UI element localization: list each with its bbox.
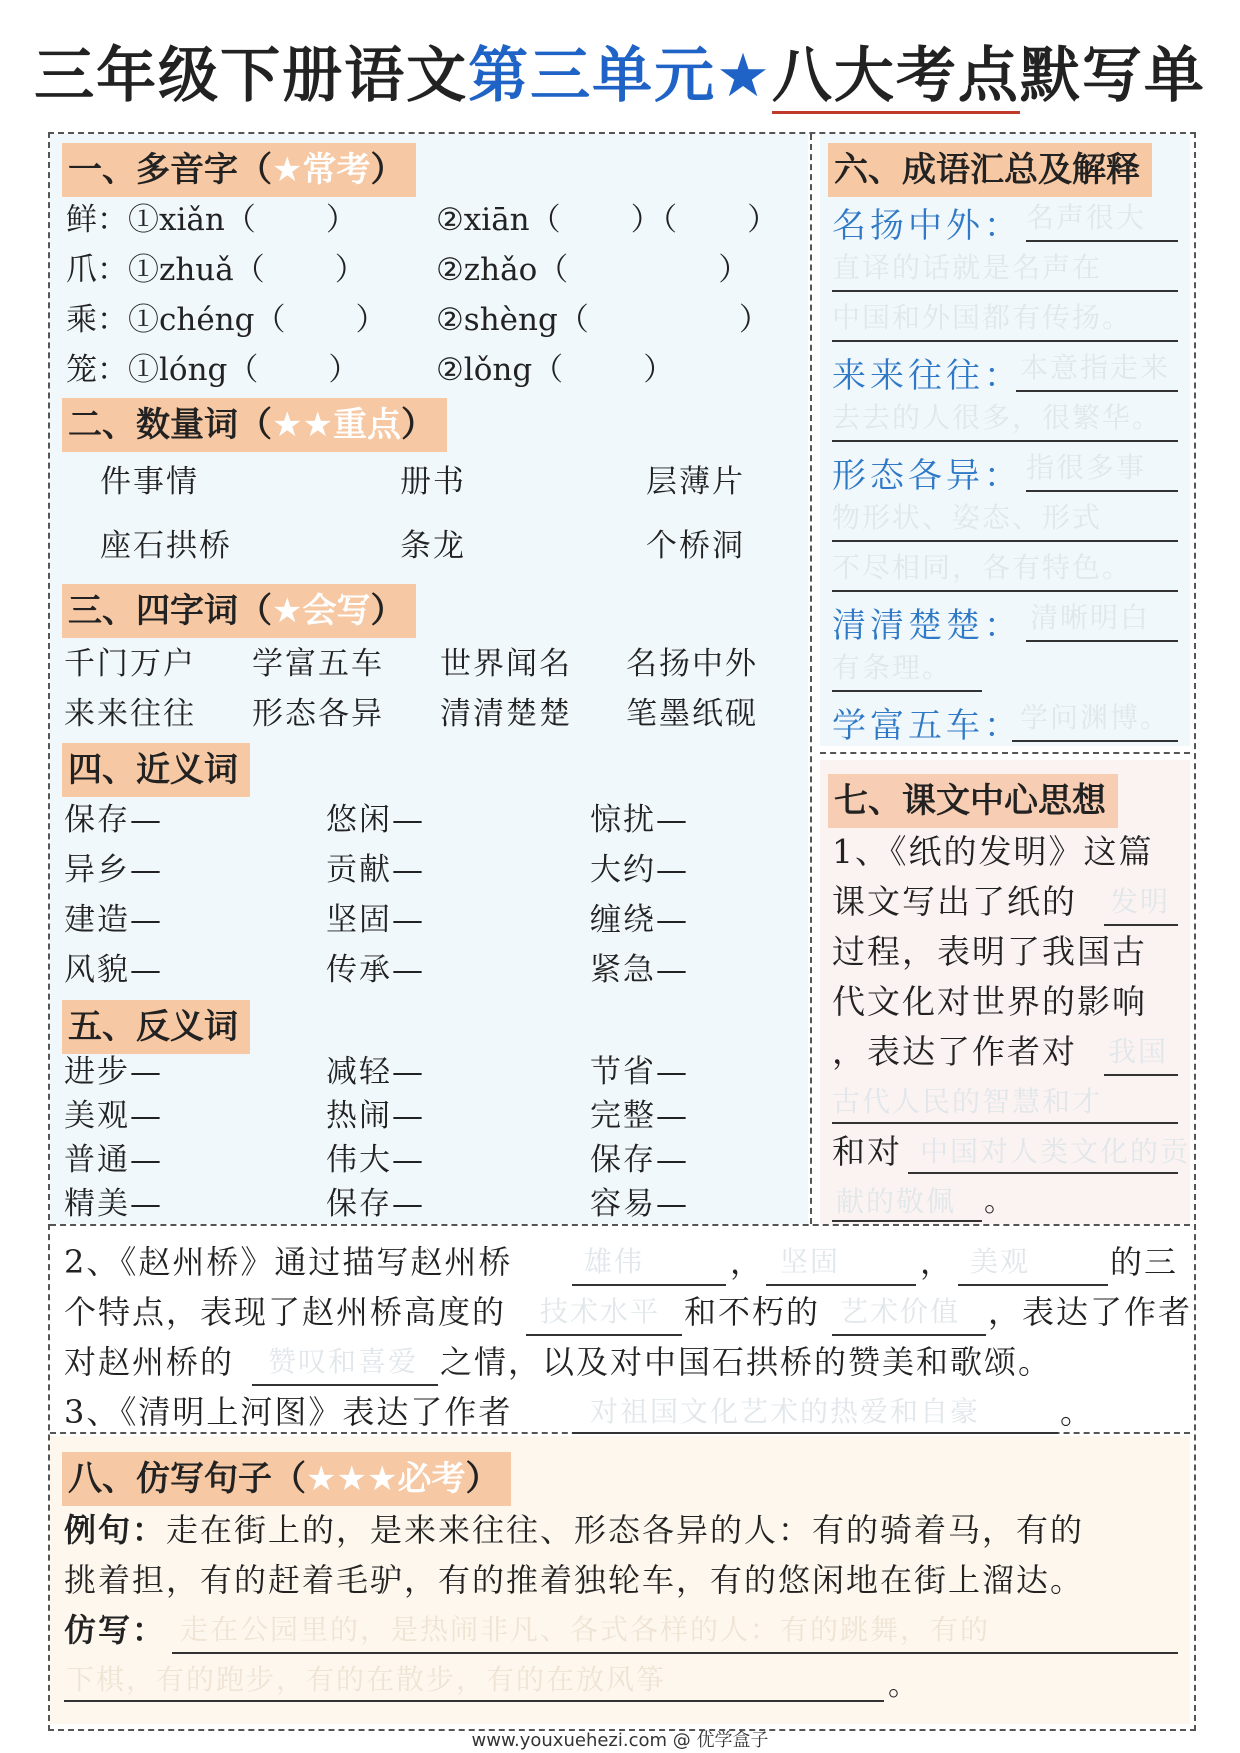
idiom-term: 清清楚楚： [832,606,1022,646]
synonym-item: 传承— [326,952,425,988]
idiom-term: 名扬中外： [832,206,1022,246]
zhaozhou-answer: 赞叹和喜爱 [268,1345,419,1378]
answer-line [1026,240,1178,242]
zhaozhou-line1-a: 2、《赵州桥》通过描写赵州桥 [64,1243,513,1281]
title-part1: 三年级下册语文 [34,41,469,111]
title-part2: 第三单元★ [468,41,772,111]
example-text1: 走在街上的，是来来往往、形态各异的人：有的骑着马，有的 [166,1511,1085,1549]
four-char-word: 笔墨纸砚 [626,696,758,732]
theme-answer: 献的敬佩 [836,1185,957,1218]
idiom-answer: 名声很大 [1026,201,1147,234]
qingming-answer: 对祖国文化艺术的热爱和自豪 [590,1395,981,1428]
middle-divider [50,1224,1190,1226]
answer-line [572,1284,726,1286]
antonym-item: 精美— [64,1186,163,1222]
sec7-heading: 七、课文中心思想 [828,774,1118,828]
answer-line [572,1432,1058,1434]
write-label: 仿写： [64,1611,167,1649]
idiom-answer: 本意指走来 [1020,351,1171,384]
answer-line [908,1172,1178,1174]
synonym-item: 坚固— [326,902,425,938]
antonym-item: 普通— [64,1142,163,1178]
answer-line [1026,640,1178,642]
idiom-answer: 指很多事 [1026,451,1147,484]
synonym-item: 风貌— [64,952,163,988]
zhaozhou-line3-b: 之情，以及对中国石拱桥的赞美和歌颂。 [440,1343,1053,1381]
title-part3: 八大考点 [772,41,1020,114]
four-char-word: 来来往往 [64,696,196,732]
zhaozhou-line1-b: ， [730,1243,765,1281]
idiom-answer: 去去的人很多，很繁华。 [832,401,1163,434]
answer-line [1104,1074,1178,1076]
zhaozhou-line2-a: 个特点，表现了赵州桥高度的 [64,1293,507,1331]
idiom-term: 来来往往： [832,356,1022,396]
idiom-answer: 中国和外国都有传扬。 [832,301,1133,334]
theme-answer: 中国对人类文化的贡 [920,1135,1191,1168]
footer-credit: www.youxuehezi.com @ 优学盒子 [471,1730,769,1751]
antonym-item: 进步— [64,1054,163,1090]
column-divider [810,134,812,1224]
theme-answer: 古代人民的智慧和才 [832,1085,1103,1118]
theme-line: 1、《纸的发明》这篇 [832,832,1154,871]
theme-line: 课文写出了纸的 [832,882,1077,921]
zhaozhou-line2-c: ，表达了作者 [988,1293,1193,1331]
antonym-item: 保存— [326,1186,425,1222]
sec2-heading: 二、数量词（★★重点） [62,398,447,452]
idiom-answer: 有条理。 [832,651,953,684]
theme-line: 过程，表明了我国古 [832,932,1147,971]
qingming-line-a: 3、《清明上河图》表达了作者 [64,1393,513,1431]
antonym-item: 热闹— [326,1098,425,1134]
end-period: 。 [888,1668,920,1703]
four-char-word: 学富五车 [252,646,384,682]
synonym-item: 异乡— [64,852,163,888]
sec5-heading: 五、反义词 [62,1000,250,1054]
antonym-item: 完整— [590,1098,689,1134]
synonym-item: 建造— [64,902,163,938]
idiom-answer: 学问渊博。 [1020,701,1171,734]
theme-line: ，表达了作者对 [832,1032,1077,1071]
zhaozhou-answer: 技术水平 [540,1295,661,1328]
antonym-item: 减轻— [326,1054,425,1090]
idiom-answer: 清晰明白 [1030,601,1151,634]
zhaozhou-line3-a: 对赵州桥的 [64,1343,235,1381]
four-char-word: 千门万户 [64,646,196,682]
measure-word-item: 个桥洞 [646,528,745,564]
measure-word-item: 册书 [400,464,466,500]
answer-line [172,1652,1178,1654]
zhaozhou-line1-c: ， [920,1243,955,1281]
four-char-word: 名扬中外 [626,646,758,682]
synonym-item: 贡献— [326,852,425,888]
right-divider [820,752,1190,754]
qingming-line-b: 。 [1060,1393,1095,1431]
sec4-heading: 四、近义词 [62,743,250,797]
measure-word-item: 层薄片 [646,464,745,500]
answer-line [526,1334,682,1336]
theme-answer: 发明 [1110,885,1171,918]
example-line2: 挑着担，有的赶着毛驴，有的推着独轮车，有的悠闲地在街上溜达。 [64,1561,1085,1599]
synonym-item: 紧急— [590,952,689,988]
idiom-answer: 不尽相同，各有特色。 [832,551,1133,584]
answer-line [1104,924,1178,926]
answer-line [832,340,1178,342]
answer-line [958,1284,1108,1286]
answer-line [832,590,1178,592]
synonym-item: 悠闲— [326,802,425,838]
theme-answer: 我国 [1108,1035,1169,1068]
imitation-answer: 走在公园里的，是热闹非凡、各式各样的人：有的跳舞，有的 [180,1613,991,1646]
sec8-heading: 八、仿写句子（★★★必考） [62,1452,511,1506]
antonym-item: 节省— [590,1054,689,1090]
theme-line: 。 [984,1184,1016,1219]
antonym-item: 容易— [590,1186,689,1222]
measure-word-item: 条龙 [400,528,466,564]
answer-line [832,1122,1178,1124]
answer-line [1026,490,1178,492]
sec3-heading: 三、四字词（★会写） [62,584,416,638]
idiom-term: 形态各异： [832,456,1022,496]
answer-line [832,540,1178,542]
zhaozhou-answer: 雄伟 [584,1245,645,1278]
page-title [0,28,1240,114]
four-char-word: 世界闻名 [440,646,572,682]
synonym-item: 保存— [64,802,163,838]
theme-line: 代文化对世界的影响 [832,982,1147,1021]
zhaozhou-answer: 坚固 [780,1245,841,1278]
answer-line [766,1284,916,1286]
theme-line: 和对 [832,1132,902,1171]
zhaozhou-answer: 美观 [970,1245,1031,1278]
answer-line [64,1700,884,1702]
answer-line [832,290,1178,292]
antonym-item: 伟大— [326,1142,425,1178]
answer-line [832,690,982,692]
answer-line [832,1334,986,1336]
answer-line [1016,390,1178,392]
idiom-answer: 物形状、姿态、形式 [832,501,1103,534]
synonym-item: 缠绕— [590,902,689,938]
idiom-term: 学富五车： [832,706,1022,746]
four-char-word: 形态各异 [252,696,384,732]
example-line1 [64,1510,1084,1550]
zhaozhou-line2-b: 和不朽的 [684,1293,821,1331]
zhaozhou-answer: 艺术价值 [840,1295,961,1328]
answer-line [832,440,1178,442]
sec6-heading: 六、成语汇总及解释 [828,143,1152,197]
example-label: 例句： [64,1511,167,1549]
answer-line [252,1384,438,1386]
imitation-answer: 下棋，有的跑步，有的在散步，有的在放风筝 [66,1663,667,1696]
answer-line [1012,740,1178,742]
antonym-item: 美观— [64,1098,163,1134]
measure-word-item: 件事情 [100,464,199,500]
synonym-item: 大约— [590,852,689,888]
answer-line [832,1220,982,1222]
synonym-item: 惊扰— [590,802,689,838]
measure-word-item: 座石拱桥 [100,528,232,564]
title-part4: 默写单 [1019,41,1206,111]
sec1-heading: 一、多音字（★常考） [62,143,416,197]
four-char-word: 清清楚楚 [440,696,572,732]
idiom-answer: 直译的话就是名声在 [832,251,1103,284]
zhaozhou-line1-d: 的三 [1110,1243,1179,1281]
antonym-item: 保存— [590,1142,689,1178]
